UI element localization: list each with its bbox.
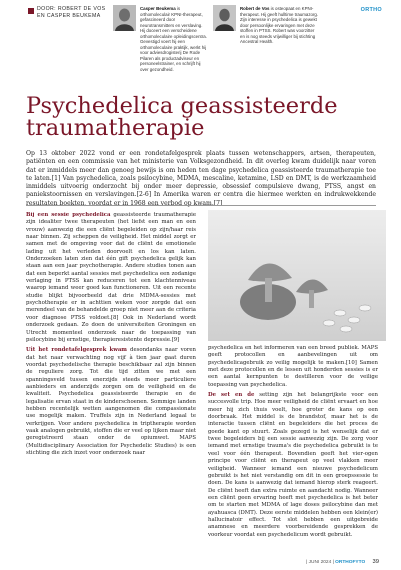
left-column: [26, 212, 196, 562]
right-column: [208, 345, 378, 555]
paragraph-text: psychedelica en het informeren van een breed publiek. MAPS geeft protocollen en aanbevelingen uit om psychedelicagebruik zo veilig mogelijk te maken.[10] Samen met deze protocollen en de lessen uit honderden sessies is er een aantal kernpunten te destilleren voor de veilige toepassing van psychedelica.: [208, 345, 378, 388]
footer-brand: ORTHOFYTO: [335, 560, 366, 565]
author-bio-text: is orthomoleculair KPNI-therapeut, gefascineerd door neurotransmitters en verslaving. Hij doceert een verscheidene orthomoleculaire opleidingscentra. Gevestigd voert hij een orthomoleculaire praktijk, werkt hij voor adviesdrogisterij De Rode Pilaren als productadviseur en personeelstrainer, en schrijft hij over gezondheid.: [140, 6, 207, 72]
paragraph: [26, 347, 196, 457]
ornament-square: [28, 8, 34, 14]
paragraph-lead: Uit het rondetafelgesprek kwam: [26, 347, 127, 354]
paragraph-lead: De set en de: [208, 392, 255, 399]
section-divider: [26, 205, 376, 206]
paragraph: [208, 345, 378, 389]
paragraph-text: geassisteerde traumatherapie zijn idealiter twee therapeuten (het liefst een man en een vrouw) aanwezig die een cliënt begeleiden op zijn/haar reis naar binnen. Zij scheppen de veiligheid. Het middel zorgt er samen met de omgeving voor dat de cliënt de emotionele lading uit het verleden doorvoelt en los kan laten. Onderzoeken laten zien dat één gift psychedelica gelijk kan staan aan een jaar psychotherapie. Andere studies tonen aan dat een beperkt aantal sessies met psychedelica een zodanige verlaging in PTSS kan reduceren tot een klachtenniveau waarop iemand weer goed kan functioneren. Uit een recente studie blijkt bijvoorbeeld dat drie MDMA-sessies met psychotherapie er in achttien weken voor zorgde dat een merendeel van de behandelde groep niet meer aan de criteria voor diagnose PTSS voldoet.[8] Ook in Nederland wordt onderzoek gedaan. Zo doen de universiteiten Groningen en Utrecht momenteel onderzoek naar de toepassing van psilocybine bij ernstige, therapieresistente depressie.[9]: [26, 212, 196, 343]
byline: DOOR: ROBERT DE VOS EN CASPER BEUKEMA: [37, 6, 106, 19]
issue-date: | JUNI 2024 |: [306, 560, 334, 565]
author-name: Robert de Vos: [240, 6, 270, 11]
paragraph-text: setting zijn het belangrijkste voor een succesvolle trip. Hoe meer veiligheid de cliënt ervaart en hoe meer hij zich thuis voelt, hoe groter de kans op een doorbraak. Het middel is de brandstof, maar het is de interactie tussen cliënt en begeleiders die het proces de goede kant op stuurt. Zoals gezegd is het wenselijk dat er twee begeleiders bij een sessie aanwezig zijn. De zorg voor iemand met ernstige trauma's die psychedelica gebruikt is te veel voor één therapeut. Bovendien geeft het vier-ogen principe voor cliënt en therapeut op veel vlakken meer veiligheid. Wanneer iemand een nieuwe psychedelicum gebruikt is het niet verstandig om dit in een groepssessie te doen. De kans is aanwezig dat iemand hierop sterk reageert. De cliënt heeft dan extra ruimte en aandacht nodig. Wanneer een cliënt geen ervaring heeft met psychedelica is het beter om te starten met MDMA of lage doses psilocybine dan met ayahuasca (DMT). Deze eerste middelen hebben een klein(er) hallucinatoir effect. Tot slot hebben een uitgebreide anamnese en meerdere voorbereidende gesprekken de voorkeur voordat een psychedelicum wordt gebruikt.: [208, 392, 378, 538]
paragraph-text: desondanks naar voren dat het naar verwachting nog vijf à tien jaar gaat duren voordat psychedelische therapie beschikbaar zal zijn binnen de reguliere zorg. Tot die tijd zitten we met een spanningsveld tussen enerzijds steeds meer particuliere aanbieders en anderzijds zorgen om de veiligheid en de kwaliteit. Psychedelica geassisteerde therapie en de legalisatie ervan staat in de kinderschoenen. Sommige landen hebben recentelijk wetten aangenomen die compassionate use mogelijk maken. Truffels zijn in Nederland legaal te verkrijgen. Voor andere psychedelica in triptherapie worden vaak analogen gebruikt, stoffen die er veel op lijken maar niet geregistreerd staan onder de opiumwet. MAPS (Multidisciplinary Association for Psychedelic Studies) is een stichting die zich inzet voor onderzoek naar: [26, 347, 196, 456]
brand-label: ORTHO: [360, 7, 382, 13]
page-number: 39: [372, 559, 379, 565]
article-title: Psychedelica geassisteerde traumatherapie: [26, 93, 338, 141]
author-bio-casper: [140, 6, 208, 72]
paragraph: [208, 392, 378, 539]
author-photo-robert: [213, 5, 236, 31]
paragraph-lead: Bij een sessie psychedelica: [26, 212, 111, 218]
author-bio-text: is osteopaat en KPNI-therapeut. Hij geeft hulltime traumazorg. Zijn interesse in psychedelica is gewekt door persoonlijke ervaringen met deze stoffen in PTSS. Robert was voorzitter en is nog steeds vrijwilliger bij stichting Ancestral Health.: [240, 6, 319, 44]
paragraph: [26, 212, 196, 344]
mushroom-pills-photo: [208, 210, 386, 341]
author-photo-casper: [113, 5, 136, 31]
author-name: Casper Beukema: [140, 6, 176, 11]
page-footer: [306, 559, 379, 565]
author-bio-robert: [240, 6, 320, 45]
article-intro: Op 13 oktober 2022 vond er een rondetafelgesprek plaats tussen wetenschappers, artsen, therapeuten, patiënten en een commissie van het ministerie van Volksgezondheid. In dit overleg kwam duidelijk naar voren dat er inmiddels meer dan genoeg bewijs is om heden ten dage psychedelica geassisteerde traumatherapie toe te laten.[1] Van psychedelica, zoals psilocybine, MDMA, mescaline, ketamine, LSD en DMT, is de werkzaamheid inmiddels uitvoerig onderzocht bij onder meer depressie, obsessief compulsieve dwang, PTSS, angst en paniekstoornissen en verslavingen.[2-6] In Amerika waren er centra die hiermee werkten en indrukwekkende resultaten boekten, voordat er in 1968 een verbod op kwam.[7]: [26, 150, 376, 207]
